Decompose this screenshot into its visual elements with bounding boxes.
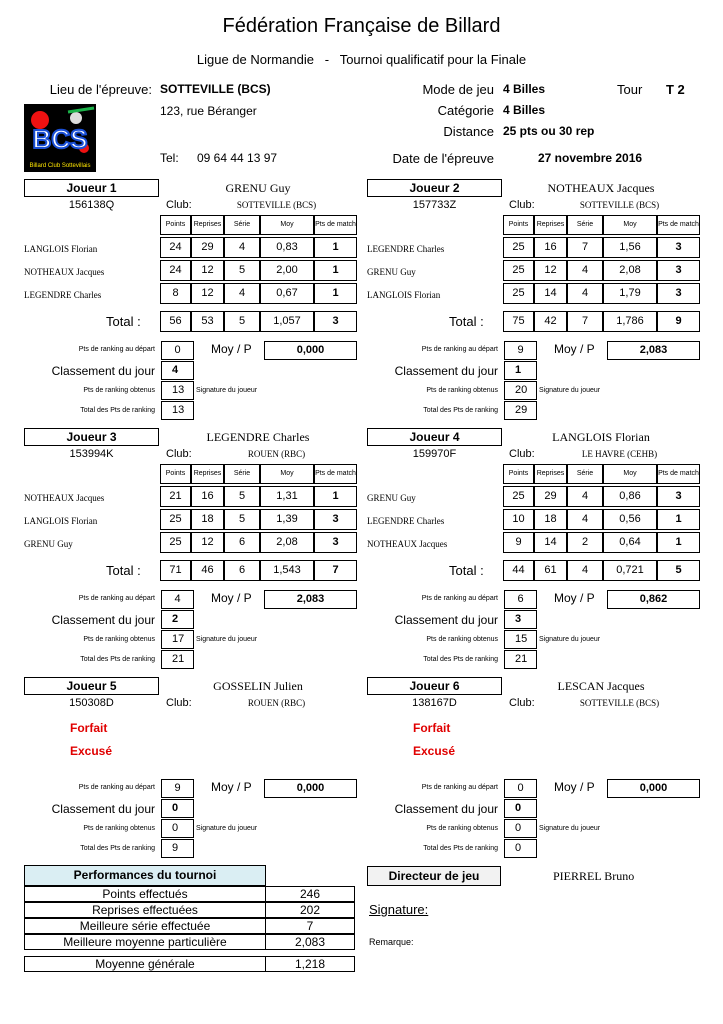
column-header-pts_match: Pts de match xyxy=(657,215,700,235)
pts-depart-label: Pts de ranking au départ xyxy=(78,346,155,353)
moy-p-label: Moy / P xyxy=(554,591,595,605)
match-points: 25 xyxy=(503,237,534,258)
player-name: LEGENDRE Charles xyxy=(206,430,310,444)
match-moy: 0,56 xyxy=(603,509,657,530)
match-pts: 1 xyxy=(657,509,700,530)
match-pts: 3 xyxy=(314,532,357,553)
column-header-reprises: Reprises xyxy=(534,464,567,484)
player-label: Joueur 6 xyxy=(367,677,502,695)
match-serie: 2 xyxy=(567,532,603,553)
player-label: Joueur 5 xyxy=(24,677,159,695)
match-serie: 4 xyxy=(224,283,260,304)
total-pts-value: 13 xyxy=(161,401,194,420)
player-licence: 157733Z xyxy=(412,199,457,211)
player-name: GRENU Guy xyxy=(225,181,291,195)
match-pts: 3 xyxy=(657,486,700,507)
column-header-moy: Moy xyxy=(603,215,657,235)
classement-label: Classement du jour xyxy=(394,613,498,627)
total-moy: 1,057 xyxy=(260,311,314,332)
pts-depart-label: Pts de ranking au départ xyxy=(421,595,498,602)
tour-label: Tour xyxy=(617,82,643,97)
pts-depart-label: Pts de ranking au départ xyxy=(78,595,155,602)
club-label: Club: xyxy=(166,199,192,211)
pts-obtenus-value: 0 xyxy=(161,819,194,838)
pts-depart-value: 0 xyxy=(504,779,537,798)
match-points: 9 xyxy=(503,532,534,553)
opponent-name: LANGLOIS Florian xyxy=(367,290,441,300)
total-points: 71 xyxy=(160,560,191,581)
categorie-value: 4 Billes xyxy=(503,103,546,117)
match-pts: 1 xyxy=(314,283,357,304)
opponent-name: GRENU Guy xyxy=(367,493,416,503)
pts-depart-value: 6 xyxy=(504,590,537,609)
forfait-text: Forfait xyxy=(70,721,108,735)
match-serie: 7 xyxy=(567,237,603,258)
match-pts: 1 xyxy=(314,237,357,258)
player-licence: 150308D xyxy=(69,697,114,709)
club-logo xyxy=(24,104,96,172)
opponent-name: GRENU Guy xyxy=(24,539,73,549)
opponent-name: LANGLOIS Florian xyxy=(24,244,98,254)
total-label: Total : xyxy=(106,314,141,329)
column-header-points: Points xyxy=(503,215,534,235)
classement-value: 0 xyxy=(161,799,194,818)
distance-label: Distance xyxy=(443,124,494,139)
player-club: SOTTEVILLE (BCS) xyxy=(579,698,660,708)
total-pts-value: 21 xyxy=(161,650,194,669)
total-pts-value: 0 xyxy=(504,839,537,858)
opponent-name: LEGENDRE Charles xyxy=(367,516,445,526)
total-pts-label: Total des Pts de ranking xyxy=(80,845,155,852)
match-moy: 1,39 xyxy=(260,509,314,530)
lieu-label: Lieu de l'épreuve: xyxy=(49,82,152,97)
player-name: NOTHEAUX Jacques xyxy=(547,181,655,195)
match-reprises: 12 xyxy=(191,532,224,553)
match-points: 10 xyxy=(503,509,534,530)
player-licence: 159970F xyxy=(412,448,457,460)
player-label: Joueur 2 xyxy=(367,179,502,197)
match-moy: 0,86 xyxy=(603,486,657,507)
directeur-name: PIERREL Bruno xyxy=(553,869,635,883)
club-label: Club: xyxy=(509,448,535,460)
match-moy: 1,31 xyxy=(260,486,314,507)
match-points: 21 xyxy=(160,486,191,507)
performance-value: 7 xyxy=(265,918,355,934)
player-name: LANGLOIS Florian xyxy=(552,430,650,444)
opponent-name: NOTHEAUX Jacques xyxy=(24,267,105,277)
moyenne-generale-label: Moyenne générale xyxy=(24,956,266,972)
match-reprises: 16 xyxy=(534,237,567,258)
club-label: Club: xyxy=(509,697,535,709)
lieu-value: SOTTEVILLE (BCS) xyxy=(160,82,271,96)
moy-p-label: Moy / P xyxy=(554,342,595,356)
performance-value: 2,083 xyxy=(265,934,355,950)
pts-obtenus-label: Pts de ranking obtenus xyxy=(426,387,498,394)
mode-value: 4 Billes xyxy=(503,82,546,96)
match-reprises: 14 xyxy=(534,283,567,304)
column-header-moy: Moy xyxy=(260,464,314,484)
match-reprises: 29 xyxy=(534,486,567,507)
match-pts: 1 xyxy=(657,532,700,553)
mode-label: Mode de jeu xyxy=(422,82,494,97)
column-header-moy: Moy xyxy=(603,464,657,484)
total-pts-label: Total des Pts de ranking xyxy=(80,407,155,414)
match-points: 25 xyxy=(160,509,191,530)
pts-obtenus-label: Pts de ranking obtenus xyxy=(426,825,498,832)
match-serie: 5 xyxy=(224,486,260,507)
classement-label: Classement du jour xyxy=(394,802,498,816)
pts-obtenus-label: Pts de ranking obtenus xyxy=(83,825,155,832)
pts-obtenus-label: Pts de ranking obtenus xyxy=(83,636,155,643)
match-moy: 0,67 xyxy=(260,283,314,304)
classement-label: Classement du jour xyxy=(51,802,155,816)
performances-title: Performances du tournoi xyxy=(24,865,266,886)
performance-label: Meilleure moyenne particulière xyxy=(24,934,266,950)
page-title: Fédération Française de Billard xyxy=(222,15,501,37)
match-points: 25 xyxy=(503,283,534,304)
match-reprises: 18 xyxy=(534,509,567,530)
categorie-label: Catégorie xyxy=(437,103,494,118)
match-pts: 3 xyxy=(314,509,357,530)
total-pts: 7 xyxy=(314,560,357,581)
performance-label: Points effectués xyxy=(24,886,266,902)
player-label: Joueur 1 xyxy=(24,179,159,197)
player-club: SOTTEVILLE (BCS) xyxy=(236,200,317,210)
moy-p-label: Moy / P xyxy=(211,591,252,605)
signature-joueur-label: Signature du joueur xyxy=(196,387,258,394)
moy-p-label: Moy / P xyxy=(211,342,252,356)
pts-obtenus-value: 20 xyxy=(504,381,537,400)
match-serie: 4 xyxy=(567,260,603,281)
match-points: 8 xyxy=(160,283,191,304)
player-licence: 153994K xyxy=(69,448,114,460)
signature-label: Signature: xyxy=(369,902,429,917)
match-reprises: 12 xyxy=(191,260,224,281)
tour-value: T 2 xyxy=(666,82,685,97)
opponent-name: NOTHEAUX Jacques xyxy=(24,493,105,503)
match-serie: 4 xyxy=(224,237,260,258)
player-club: ROUEN (RBC) xyxy=(247,698,306,708)
player-label: Joueur 3 xyxy=(24,428,159,446)
signature-joueur-label: Signature du joueur xyxy=(539,387,601,394)
match-reprises: 12 xyxy=(534,260,567,281)
club-label: Club: xyxy=(166,448,192,460)
pts-obtenus-value: 17 xyxy=(161,630,194,649)
classement-value: 3 xyxy=(504,610,537,629)
player-club: LE HAVRE (CEHB) xyxy=(581,449,658,459)
match-moy: 0,64 xyxy=(603,532,657,553)
opponent-name: NOTHEAUX Jacques xyxy=(367,539,448,549)
remarque-label: Remarque: xyxy=(369,937,414,947)
pts-obtenus-label: Pts de ranking obtenus xyxy=(83,387,155,394)
match-reprises: 12 xyxy=(191,283,224,304)
moyenne-generale-value: 1,218 xyxy=(265,956,355,972)
performance-label: Meilleure série effectuée xyxy=(24,918,266,934)
signature-joueur-label: Signature du joueur xyxy=(196,825,258,832)
classement-label: Classement du jour xyxy=(51,364,155,378)
match-reprises: 14 xyxy=(534,532,567,553)
opponent-name: LEGENDRE Charles xyxy=(367,244,445,254)
match-pts: 3 xyxy=(657,237,700,258)
classement-value: 2 xyxy=(161,610,194,629)
match-moy: 1,79 xyxy=(603,283,657,304)
total-pts-label: Total des Pts de ranking xyxy=(423,407,498,414)
column-header-pts_match: Pts de match xyxy=(314,464,357,484)
distance-value: 25 pts ou 30 rep xyxy=(503,124,595,138)
tel-label: Tel: xyxy=(160,151,179,165)
total-pts-value: 9 xyxy=(161,839,194,858)
total-label: Total : xyxy=(106,563,141,578)
match-points: 24 xyxy=(160,260,191,281)
match-serie: 4 xyxy=(567,486,603,507)
total-pts: 9 xyxy=(657,311,700,332)
signature-joueur-label: Signature du joueur xyxy=(196,636,258,643)
player-licence: 156138Q xyxy=(68,199,115,211)
classement-label: Classement du jour xyxy=(394,364,498,378)
match-serie: 5 xyxy=(224,509,260,530)
match-points: 25 xyxy=(160,532,191,553)
column-header-serie: Série xyxy=(567,464,603,484)
column-header-serie: Série xyxy=(567,215,603,235)
date-value: 27 novembre 2016 xyxy=(538,151,643,165)
column-header-reprises: Reprises xyxy=(191,464,224,484)
match-moy: 2,08 xyxy=(603,260,657,281)
match-pts: 1 xyxy=(314,260,357,281)
total-pts-label: Total des Pts de ranking xyxy=(80,656,155,663)
total-pts-label: Total des Pts de ranking xyxy=(423,656,498,663)
total-pts-value: 29 xyxy=(504,401,537,420)
signature-joueur-label: Signature du joueur xyxy=(539,636,601,643)
club-label: Club: xyxy=(166,697,192,709)
column-header-pts_match: Pts de match xyxy=(314,215,357,235)
total-pts: 5 xyxy=(657,560,700,581)
moy-p-value: 0,000 xyxy=(264,779,357,798)
match-pts: 1 xyxy=(314,486,357,507)
match-moy: 1,56 xyxy=(603,237,657,258)
moy-p-value: 2,083 xyxy=(607,341,700,360)
performance-label: Reprises effectuées xyxy=(24,902,266,918)
moy-p-value: 0,000 xyxy=(607,779,700,798)
total-pts-label: Total des Pts de ranking xyxy=(423,845,498,852)
match-serie: 6 xyxy=(224,532,260,553)
match-reprises: 18 xyxy=(191,509,224,530)
total-moy: 1,543 xyxy=(260,560,314,581)
excuse-text: Excusé xyxy=(413,744,456,758)
player-licence: 138167D xyxy=(412,697,457,709)
match-pts: 3 xyxy=(657,283,700,304)
signature-joueur-label: Signature du joueur xyxy=(539,825,601,832)
total-serie: 5 xyxy=(224,311,260,332)
player-name: GOSSELIN Julien xyxy=(213,679,303,693)
total-reprises: 61 xyxy=(534,560,567,581)
moy-p-label: Moy / P xyxy=(211,780,252,794)
total-serie: 6 xyxy=(224,560,260,581)
total-pts-value: 21 xyxy=(504,650,537,669)
match-points: 25 xyxy=(503,260,534,281)
pts-depart-value: 0 xyxy=(161,341,194,360)
page-subtitle: Ligue de Normandie - Tournoi qualificatif pour la Finale xyxy=(196,52,527,67)
pts-obtenus-value: 0 xyxy=(504,819,537,838)
pts-depart-label: Pts de ranking au départ xyxy=(421,784,498,791)
total-pts: 3 xyxy=(314,311,357,332)
match-reprises: 16 xyxy=(191,486,224,507)
total-reprises: 53 xyxy=(191,311,224,332)
column-header-serie: Série xyxy=(224,464,260,484)
total-points: 44 xyxy=(503,560,534,581)
pts-depart-label: Pts de ranking au départ xyxy=(421,346,498,353)
total-points: 75 xyxy=(503,311,534,332)
pts-depart-value: 4 xyxy=(161,590,194,609)
total-serie: 4 xyxy=(567,560,603,581)
total-reprises: 46 xyxy=(191,560,224,581)
moy-p-value: 0,862 xyxy=(607,590,700,609)
player-name: LESCAN Jacques xyxy=(557,679,645,693)
pts-obtenus-value: 15 xyxy=(504,630,537,649)
moy-p-label: Moy / P xyxy=(554,780,595,794)
match-moy: 0,83 xyxy=(260,237,314,258)
pts-depart-label: Pts de ranking au départ xyxy=(78,784,155,791)
forfait-text: Forfait xyxy=(413,721,451,735)
player-club: ROUEN (RBC) xyxy=(247,449,306,459)
directeur-label: Directeur de jeu xyxy=(367,866,501,886)
total-moy: 0,721 xyxy=(603,560,657,581)
moy-p-value: 2,083 xyxy=(264,590,357,609)
column-header-reprises: Reprises xyxy=(191,215,224,235)
moy-p-value: 0,000 xyxy=(264,341,357,360)
performance-value: 202 xyxy=(265,902,355,918)
club-label: Club: xyxy=(509,199,535,211)
tel-value: 09 64 44 13 97 xyxy=(197,151,278,165)
pts-depart-value: 9 xyxy=(504,341,537,360)
match-points: 25 xyxy=(503,486,534,507)
pts-obtenus-value: 13 xyxy=(161,381,194,400)
classement-value: 4 xyxy=(161,361,194,380)
classement-value: 0 xyxy=(504,799,537,818)
total-points: 56 xyxy=(160,311,191,332)
match-reprises: 29 xyxy=(191,237,224,258)
column-header-reprises: Reprises xyxy=(534,215,567,235)
opponent-name: GRENU Guy xyxy=(367,267,416,277)
logo-caption: Billard Club Sottevillais xyxy=(29,163,91,169)
total-label: Total : xyxy=(449,314,484,329)
address: 123, rue Béranger xyxy=(160,104,257,118)
column-header-points: Points xyxy=(160,464,191,484)
column-header-moy: Moy xyxy=(260,215,314,235)
classement-label: Classement du jour xyxy=(51,613,155,627)
opponent-name: LEGENDRE Charles xyxy=(24,290,102,300)
opponent-name: LANGLOIS Florian xyxy=(24,516,98,526)
logo-text: BCS xyxy=(32,124,88,154)
total-label: Total : xyxy=(449,563,484,578)
match-moy: 2,00 xyxy=(260,260,314,281)
player-label: Joueur 4 xyxy=(367,428,502,446)
column-header-serie: Série xyxy=(224,215,260,235)
player-club: SOTTEVILLE (BCS) xyxy=(579,200,660,210)
column-header-pts_match: Pts de match xyxy=(657,464,700,484)
performance-value: 246 xyxy=(265,886,355,902)
excuse-text: Excusé xyxy=(70,744,113,758)
match-pts: 3 xyxy=(657,260,700,281)
classement-value: 1 xyxy=(504,361,537,380)
total-moy: 1,786 xyxy=(603,311,657,332)
total-serie: 7 xyxy=(567,311,603,332)
column-header-points: Points xyxy=(160,215,191,235)
match-moy: 2,08 xyxy=(260,532,314,553)
pts-depart-value: 9 xyxy=(161,779,194,798)
match-serie: 4 xyxy=(567,509,603,530)
pts-obtenus-label: Pts de ranking obtenus xyxy=(426,636,498,643)
total-reprises: 42 xyxy=(534,311,567,332)
date-label: Date de l'épreuve xyxy=(392,151,494,166)
column-header-points: Points xyxy=(503,464,534,484)
match-points: 24 xyxy=(160,237,191,258)
match-serie: 4 xyxy=(567,283,603,304)
match-serie: 5 xyxy=(224,260,260,281)
